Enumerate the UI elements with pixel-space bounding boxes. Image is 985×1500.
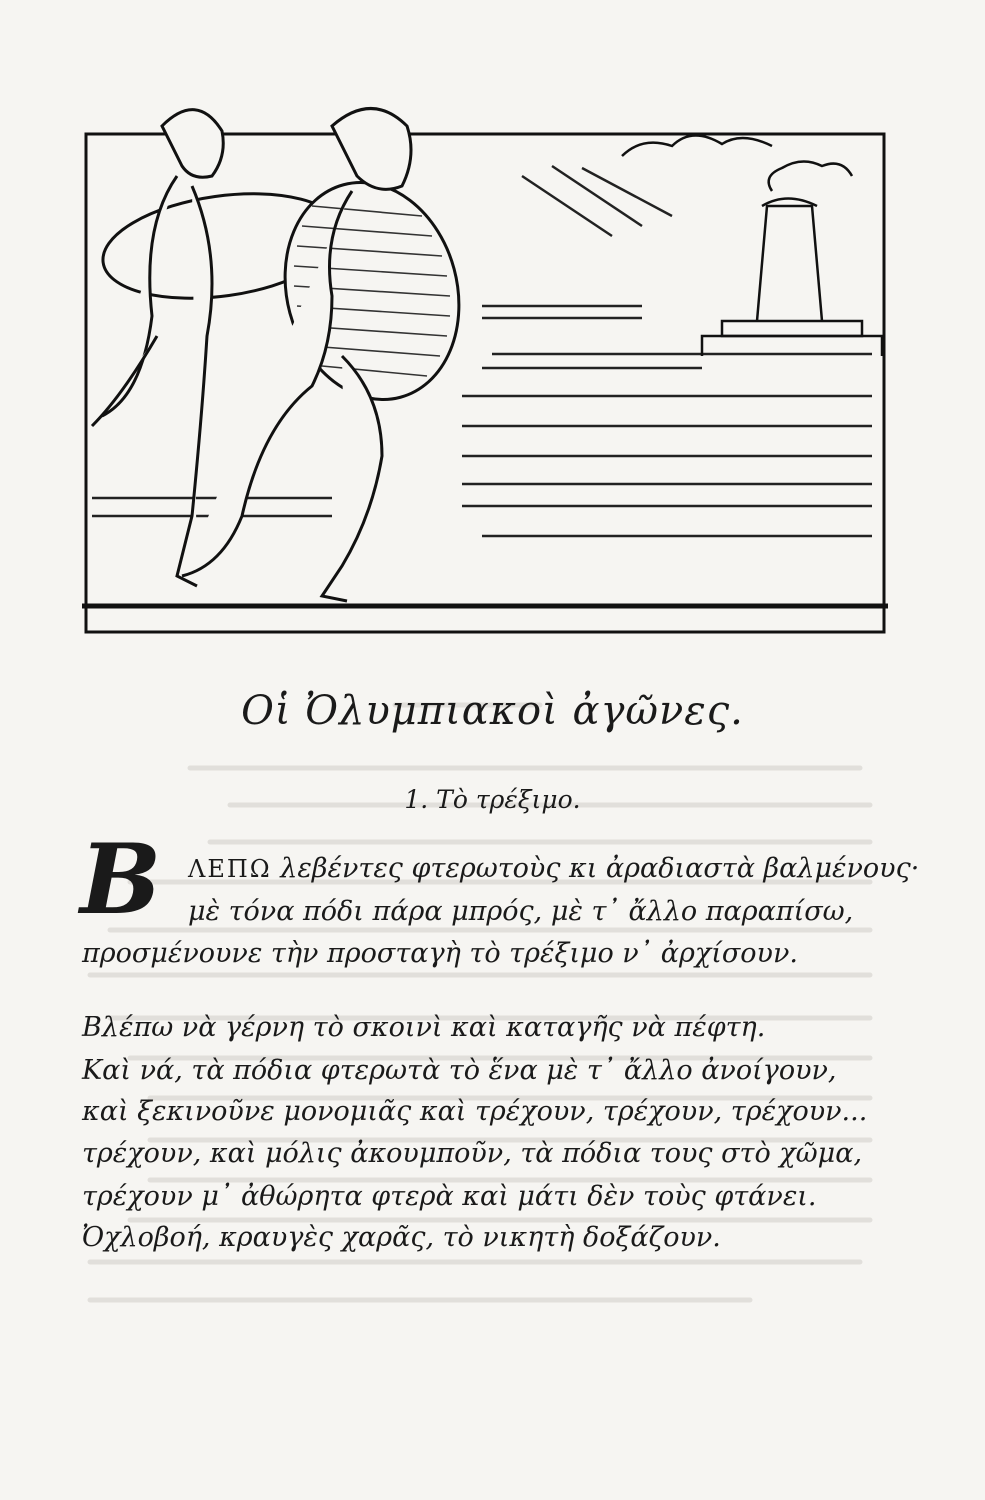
verse-line: καὶ ξεκινοῦνε μονομιᾶς καὶ τρέχουν, τρέχουν, τρέχουν... <box>82 1096 868 1127</box>
drop-cap: Β <box>80 823 162 936</box>
running-hoplites-illustration <box>82 96 888 636</box>
section-subtitle: 1. Τὸ τρέξιμο. <box>404 785 581 814</box>
verse-line: Καὶ νά, τὰ πόδια φτερωτὰ τὸ ἕνα μὲ τ᾽ ἄλλο ἀνοίγουν, <box>82 1055 837 1086</box>
verse-line: Βλέπω νὰ γέρνη τὸ σκοινὶ καὶ καταγῆς νὰ πέφτη. <box>82 1012 766 1043</box>
verse-line-rest: λεβέντες φτερωτοὺς κι ἀραδιαστὰ βαλμένους· <box>271 853 920 884</box>
verse-line: μὲ τόνα πόδι πάρα μπρός, μὲ τ᾽ ἄλλο παραπίσω, <box>188 896 854 927</box>
first-word: ΛΕΠΩ <box>188 855 272 883</box>
verse-line: προσμένουνε τὴν προσταγὴ τὸ τρέξιμο ν᾽ ἀρχίσουν. <box>82 938 798 969</box>
running-hoplites-illustration-icon <box>82 96 888 636</box>
verse-line: τρέχουν μ᾽ ἀθώρητα φτερὰ καὶ μάτι δὲν τοὺς φτάνει. <box>82 1181 817 1212</box>
page-title: Οἱ Ὀλυμπιακοὶ ἀγῶνες. <box>241 688 744 734</box>
verse-line: Ὀχλοβοή, κραυγὲς χαρᾶς, τὸ νικητὴ δοξάζουν. <box>82 1222 721 1253</box>
verse-line <box>188 855 919 882</box>
verse-line: τρέχουν, καὶ μόλις ἀκουμποῦν, τὰ πόδια τους στὸ χῶμα, <box>82 1138 863 1169</box>
